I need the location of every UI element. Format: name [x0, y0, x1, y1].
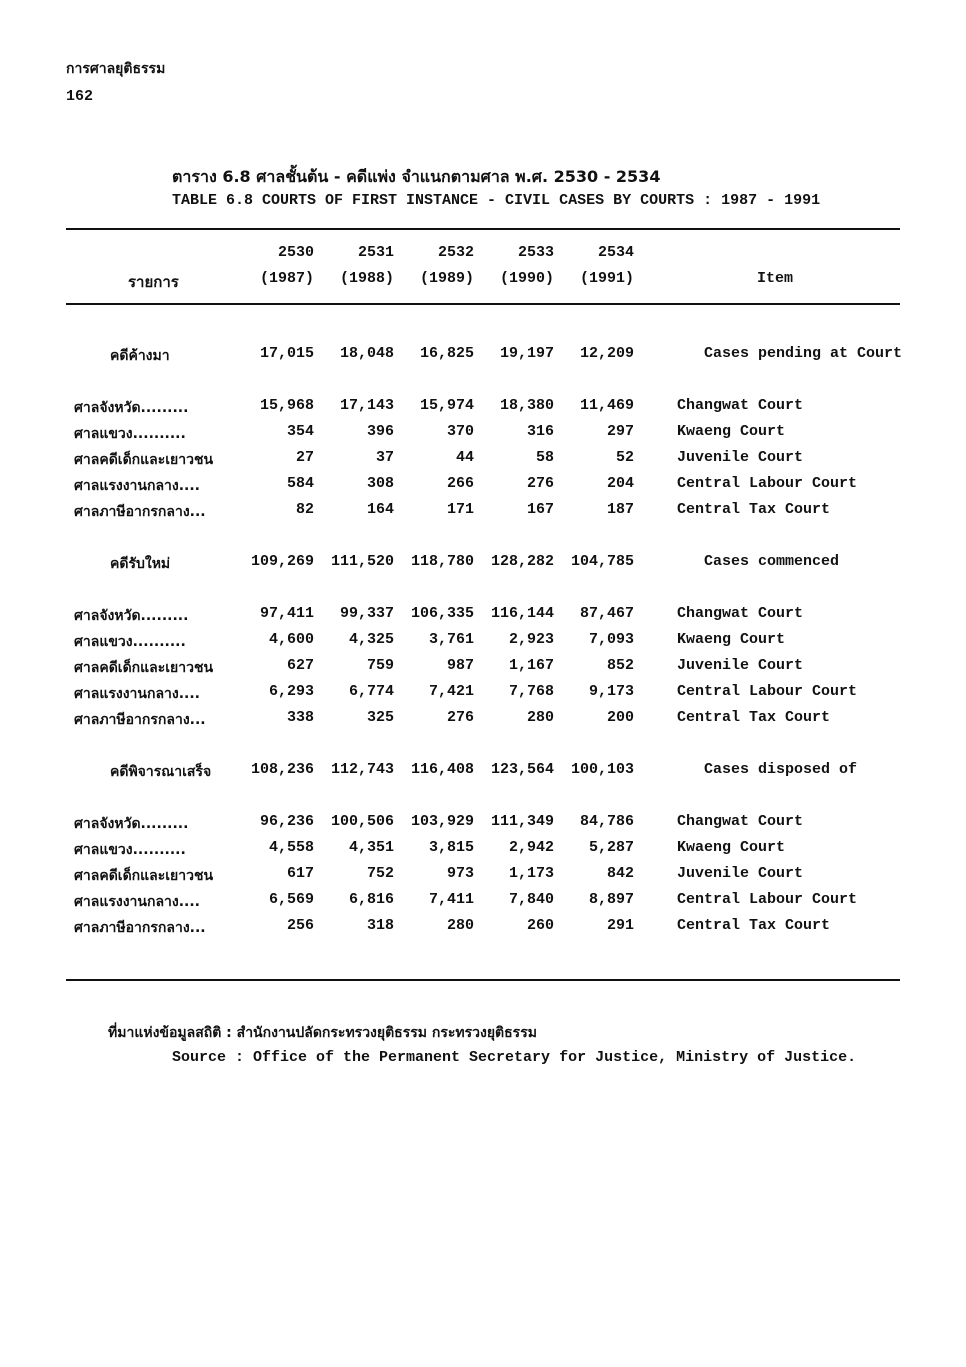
- page-number: 162: [66, 88, 94, 105]
- row-label-english: Juvenile Court: [677, 865, 804, 882]
- value-cell: 18,380: [499, 397, 554, 414]
- row-label-thai: ศาลคดีเด็กและเยาวชน: [74, 868, 214, 884]
- value-cell: 4,325: [348, 631, 394, 648]
- value-cell: 973: [446, 865, 474, 882]
- top-rule: [66, 228, 900, 230]
- row-label-thai: ศาลคดีเด็กและเยาวชน: [74, 660, 214, 676]
- value-cell: 752: [366, 865, 394, 882]
- value-cell: 325: [366, 709, 394, 726]
- table-row: [0, 813, 966, 837]
- section-row: [0, 553, 966, 577]
- value-cell: 111,349: [490, 813, 554, 830]
- value-cell: 297: [606, 423, 634, 440]
- value-cell: 171: [446, 501, 474, 518]
- value-cell: 15,968: [259, 397, 314, 414]
- value-cell: 12,209: [579, 345, 634, 362]
- row-label-english: Changwat Court: [677, 813, 804, 830]
- table-row: [0, 397, 966, 421]
- value-cell: 2,942: [508, 839, 554, 856]
- value-cell: 100,103: [570, 761, 634, 778]
- value-cell: 87,467: [579, 605, 634, 622]
- value-cell: 280: [446, 917, 474, 934]
- row-label-thai: ศาลจังหวัด.........: [74, 816, 189, 832]
- value-cell: 58: [535, 449, 554, 466]
- value-cell: 106,335: [410, 605, 474, 622]
- column-header-year: 2532: [437, 244, 474, 261]
- row-label-english: Cases commenced: [704, 553, 840, 570]
- value-cell: 116,144: [490, 605, 554, 622]
- value-cell: 2,923: [508, 631, 554, 648]
- value-cell: 3,815: [428, 839, 474, 856]
- running-header-title: การศาลยุติธรรม: [66, 61, 166, 77]
- value-cell: 260: [526, 917, 554, 934]
- table-row: [0, 683, 966, 707]
- value-cell: 118,780: [410, 553, 474, 570]
- value-cell: 627: [286, 657, 314, 674]
- value-cell: 4,600: [268, 631, 314, 648]
- value-cell: 8,897: [588, 891, 634, 908]
- value-cell: 291: [606, 917, 634, 934]
- table-row: [0, 891, 966, 915]
- row-label-thai: ศาลแรงงานกลาง....: [74, 686, 200, 702]
- value-cell: 276: [526, 475, 554, 492]
- value-cell: 27: [295, 449, 314, 466]
- row-label-english: Changwat Court: [677, 605, 804, 622]
- row-label-thai: ศาลคดีเด็กและเยาวชน: [74, 452, 214, 468]
- column-header-year: 2531: [357, 244, 394, 261]
- value-cell: 318: [366, 917, 394, 934]
- value-cell: 370: [446, 423, 474, 440]
- row-label-english: Central Tax Court: [677, 917, 831, 934]
- value-cell: 7,093: [588, 631, 634, 648]
- value-cell: 44: [455, 449, 474, 466]
- row-label-thai: ศาลแขวง..........: [74, 426, 186, 442]
- row-label-english: Juvenile Court: [677, 657, 804, 674]
- value-cell: 6,816: [348, 891, 394, 908]
- row-label-thai: คดีพิจารณาเสร็จ: [110, 764, 212, 780]
- value-cell: 308: [366, 475, 394, 492]
- value-cell: 200: [606, 709, 634, 726]
- value-cell: 99,337: [339, 605, 394, 622]
- row-label-thai: ศาลภาษีอากรกลาง...: [74, 920, 206, 936]
- row-label-english: Cases disposed of: [704, 761, 858, 778]
- source-note-thai: ที่มาแห่งข้อมูลสถิติ : สำนักงานปลัดกระทรวงยุติธรรม กระทรวงยุติธรรม: [108, 1025, 537, 1041]
- value-cell: 842: [606, 865, 634, 882]
- value-cell: 128,282: [490, 553, 554, 570]
- value-cell: 6,569: [268, 891, 314, 908]
- column-header-year-ce: (1991): [579, 270, 634, 287]
- column-header-year: 2530: [277, 244, 314, 261]
- row-label-english: Central Tax Court: [677, 501, 831, 518]
- value-cell: 584: [286, 475, 314, 492]
- value-cell: 759: [366, 657, 394, 674]
- value-cell: 15,974: [419, 397, 474, 414]
- value-cell: 7,840: [508, 891, 554, 908]
- value-cell: 52: [615, 449, 634, 466]
- row-label-english: Kwaeng Court: [677, 631, 786, 648]
- column-header-thai: รายการ: [128, 273, 179, 291]
- value-cell: 111,520: [330, 553, 394, 570]
- value-cell: 7,421: [428, 683, 474, 700]
- value-cell: 396: [366, 423, 394, 440]
- bottom-rule: [66, 979, 900, 981]
- value-cell: 3,761: [428, 631, 474, 648]
- value-cell: 338: [286, 709, 314, 726]
- value-cell: 187: [606, 501, 634, 518]
- row-label-english: Cases pending at Court: [704, 345, 903, 362]
- value-cell: 1,167: [508, 657, 554, 674]
- value-cell: 280: [526, 709, 554, 726]
- value-cell: 116,408: [410, 761, 474, 778]
- column-header-year-ce: (1990): [499, 270, 554, 287]
- column-header-year: 2533: [517, 244, 554, 261]
- value-cell: 5,287: [588, 839, 634, 856]
- value-cell: 108,236: [250, 761, 314, 778]
- column-header-year: 2534: [597, 244, 634, 261]
- value-cell: 17,015: [259, 345, 314, 362]
- value-cell: 96,236: [259, 813, 314, 830]
- row-label-english: Kwaeng Court: [677, 423, 786, 440]
- row-label-thai: ศาลจังหวัด.........: [74, 608, 189, 624]
- table-row: [0, 449, 966, 473]
- row-label-english: Central Tax Court: [677, 709, 831, 726]
- column-header-year-ce: (1987): [259, 270, 314, 287]
- row-label-thai: ศาลแรงงานกลาง....: [74, 894, 200, 910]
- value-cell: 316: [526, 423, 554, 440]
- row-label-thai: คดีรับใหม่: [110, 556, 171, 572]
- table-title-thai: ตาราง 6.8 ศาลชั้นต้น - คดีแพ่ง จำแนกตามศาล พ.ศ. 2530 - 2534: [172, 167, 661, 186]
- row-label-thai: ศาลภาษีอากรกลาง...: [74, 504, 206, 520]
- value-cell: 37: [375, 449, 394, 466]
- table-row: [0, 917, 966, 941]
- column-header-year-ce: (1989): [419, 270, 474, 287]
- table-row: [0, 501, 966, 525]
- value-cell: 16,825: [419, 345, 474, 362]
- value-cell: 103,929: [410, 813, 474, 830]
- row-label-thai: ศาลแรงงานกลาง....: [74, 478, 200, 494]
- source-note-english: Source : Office of the Permanent Secretary for Justice, Ministry of Justice.: [172, 1049, 857, 1066]
- row-label-thai: ศาลแขวง..........: [74, 634, 186, 650]
- value-cell: 104,785: [570, 553, 634, 570]
- value-cell: 109,269: [250, 553, 314, 570]
- value-cell: 204: [606, 475, 634, 492]
- value-cell: 82: [295, 501, 314, 518]
- row-label-thai: ศาลจังหวัด.........: [74, 400, 189, 416]
- value-cell: 112,743: [330, 761, 394, 778]
- row-label-english: Kwaeng Court: [677, 839, 786, 856]
- value-cell: 167: [526, 501, 554, 518]
- table-row: [0, 657, 966, 681]
- value-cell: 354: [286, 423, 314, 440]
- value-cell: 6,774: [348, 683, 394, 700]
- table-row: [0, 709, 966, 733]
- row-label-english: Changwat Court: [677, 397, 804, 414]
- section-row: [0, 761, 966, 785]
- value-cell: 100,506: [330, 813, 394, 830]
- value-cell: 7,411: [428, 891, 474, 908]
- table-row: [0, 865, 966, 889]
- table-row: [0, 605, 966, 629]
- value-cell: 84,786: [579, 813, 634, 830]
- value-cell: 18,048: [339, 345, 394, 362]
- row-label-thai: คดีค้างมา: [110, 348, 170, 364]
- value-cell: 19,197: [499, 345, 554, 362]
- value-cell: 11,469: [579, 397, 634, 414]
- value-cell: 987: [446, 657, 474, 674]
- value-cell: 256: [286, 917, 314, 934]
- value-cell: 852: [606, 657, 634, 674]
- column-header-year-ce: (1988): [339, 270, 394, 287]
- header-rule: [66, 303, 900, 305]
- value-cell: 7,768: [508, 683, 554, 700]
- value-cell: 164: [366, 501, 394, 518]
- value-cell: 276: [446, 709, 474, 726]
- row-label-english: Central Labour Court: [677, 475, 858, 492]
- table-title-english: TABLE 6.8 COURTS OF FIRST INSTANCE - CIVIL CASES BY COURTS : 1987 - 1991: [172, 192, 821, 209]
- value-cell: 4,558: [268, 839, 314, 856]
- value-cell: 123,564: [490, 761, 554, 778]
- table-row: [0, 631, 966, 655]
- column-header-english: Item: [757, 270, 794, 287]
- row-label-thai: ศาลภาษีอากรกลาง...: [74, 712, 206, 728]
- section-row: [0, 345, 966, 369]
- row-label-thai: ศาลแขวง..........: [74, 842, 186, 858]
- table-row: [0, 423, 966, 447]
- value-cell: 617: [286, 865, 314, 882]
- value-cell: 6,293: [268, 683, 314, 700]
- row-label-english: Juvenile Court: [677, 449, 804, 466]
- value-cell: 266: [446, 475, 474, 492]
- table-row: [0, 839, 966, 863]
- row-label-english: Central Labour Court: [677, 683, 858, 700]
- row-label-english: Central Labour Court: [677, 891, 858, 908]
- value-cell: 9,173: [588, 683, 634, 700]
- table-row: [0, 475, 966, 499]
- value-cell: 1,173: [508, 865, 554, 882]
- value-cell: 4,351: [348, 839, 394, 856]
- value-cell: 97,411: [259, 605, 314, 622]
- value-cell: 17,143: [339, 397, 394, 414]
